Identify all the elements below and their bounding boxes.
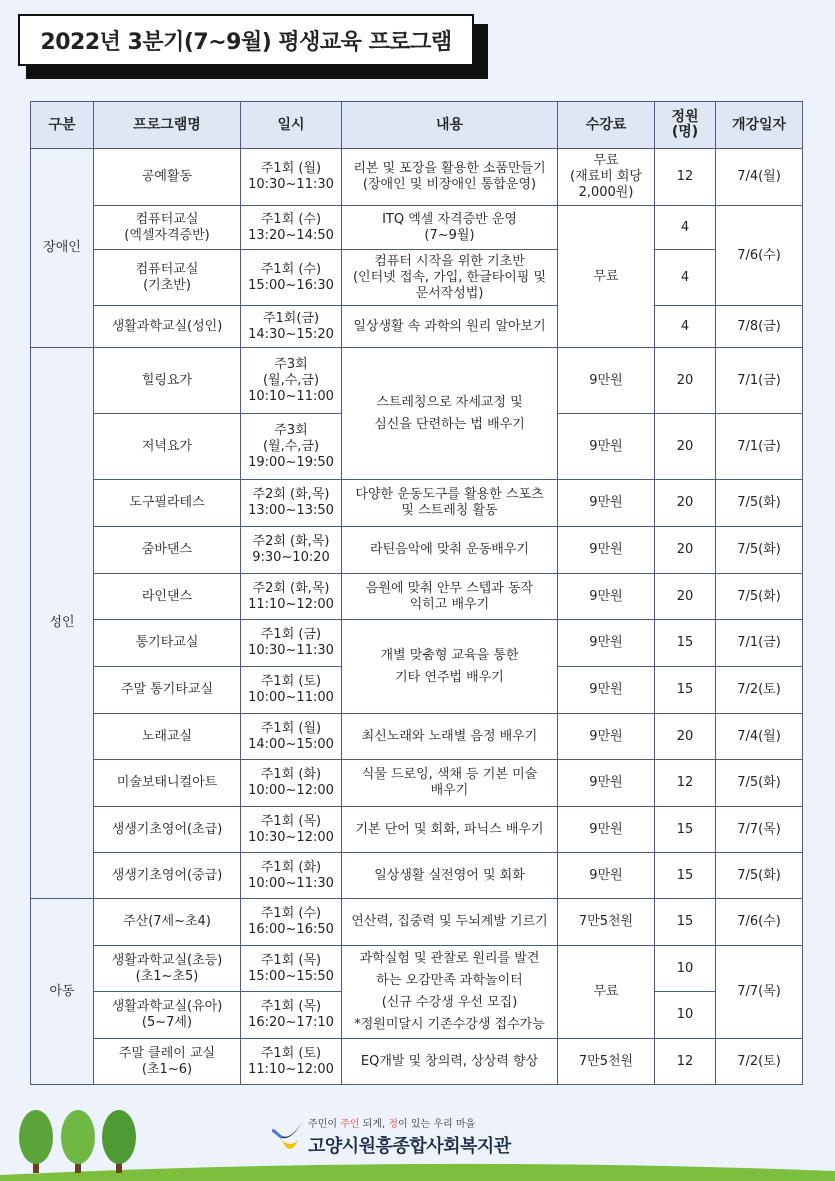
program-capacity: 10 [655,946,716,992]
program-content: 개별 맞춤형 교육을 통한 기타 연주법 배우기 [342,620,558,714]
program-capacity: 20 [655,414,716,480]
table-row [31,206,803,250]
program-time: 주2회 (화,목) 9:30~10:20 [241,527,342,574]
table-row [31,946,803,992]
program-name: 공예활동 [94,149,241,206]
program-fee: 9만원 [558,348,655,414]
program-fee: 9만원 [558,760,655,807]
program-capacity: 12 [655,760,716,807]
program-name: 생생기초영어(중급) [94,853,241,899]
program-start: 7/8(금) [716,306,803,348]
slogan: 주민이 주인 되게, 정이 있는 우리 마을 [308,1119,476,1130]
program-start: 7/2(토) [716,667,803,714]
program-capacity: 15 [655,899,716,946]
program-name: 생활과학교실(성인) [94,306,241,348]
table-header-row [31,102,803,149]
table-row [31,1039,803,1085]
program-capacity: 4 [655,206,716,250]
program-capacity: 15 [655,807,716,853]
program-content: 일상생활 속 과학의 원리 알아보기 [342,306,558,348]
program-fee: 무료 [558,206,655,348]
program-start: 7/5(화) [716,574,803,620]
program-time: 주1회 (목) 10:30~12:00 [241,807,342,853]
page-title: 2022년 3분기(7~9월) 평생교육 프로그램 [18,14,474,66]
program-capacity: 15 [655,667,716,714]
program-time: 주1회 (월) 10:30~11:30 [241,149,342,206]
program-name: 주말 통기타교실 [94,667,241,714]
program-start: 7/7(목) [716,946,803,1039]
program-name: 주말 클레이 교실 (초1~6) [94,1039,241,1085]
program-start: 7/5(화) [716,527,803,574]
program-capacity: 20 [655,348,716,414]
program-capacity: 12 [655,1039,716,1085]
table-row [31,899,803,946]
program-content: 기본 단어 및 회화, 파닉스 배우기 [342,807,558,853]
category-disabled: 장애인 [31,149,94,348]
program-content: ITQ 엑셀 자격증반 운영 (7~9월) [342,206,558,250]
program-content: 연산력, 집중력 및 두뇌계발 기르기 [342,899,558,946]
program-content: 과학실험 및 관찰로 원리를 발견 하는 오감만족 과학놀이터 (신규 수강생 우선 모집) *정원미달시 기존수강생 접수가능 [342,946,558,1039]
program-fee: 9만원 [558,667,655,714]
program-capacity: 15 [655,853,716,899]
program-start: 7/6(수) [716,899,803,946]
program-capacity: 20 [655,480,716,527]
program-time: 주1회 (월) 14:00~15:00 [241,714,342,760]
program-start: 7/5(화) [716,480,803,527]
program-start: 7/1(금) [716,348,803,414]
program-name: 주산(7세~초4) [94,899,241,946]
table-row [31,527,803,574]
header-start-date: 개강일자 [716,102,803,149]
program-time: 주1회(금) 14:30~15:20 [241,306,342,348]
welfare-center-logo-icon [272,1118,304,1158]
program-content: 다양한 운동도구를 활용한 스포츠 및 스트레칭 활동 [342,480,558,527]
program-start: 7/2(토) [716,1039,803,1085]
program-name: 생활과학교실(유아) (5~7세) [94,992,241,1039]
header-category: 구분 [31,102,94,149]
program-name: 라인댄스 [94,574,241,620]
program-start: 7/6(수) [716,206,803,306]
table-row [31,480,803,527]
program-content: 식물 드로잉, 색채 등 기본 미술 배우기 [342,760,558,807]
program-content: 라틴음악에 맞춰 운동배우기 [342,527,558,574]
program-name: 통기타교실 [94,620,241,667]
program-start: 7/1(금) [716,620,803,667]
program-time: 주1회 (수) 13:20~14:50 [241,206,342,250]
program-time: 주3회 (월,수,금) 10:10~11:00 [241,348,342,414]
program-content: 스트레칭으로 자세교정 및 심신을 단련하는 법 배우기 [342,348,558,480]
program-name: 도구필라테스 [94,480,241,527]
program-capacity: 15 [655,620,716,667]
header-fee: 수강료 [558,102,655,149]
program-content: 컴퓨터 시작을 위한 기초반 (인터넷 접속, 가입, 한글타이핑 및 문서작성법) [342,250,558,306]
program-start: 7/5(화) [716,760,803,807]
table-row [31,760,803,807]
program-content: EQ개발 및 창의력, 상상력 향상 [342,1039,558,1085]
program-fee: 9만원 [558,414,655,480]
program-content: 최신노래와 노래별 음정 배우기 [342,714,558,760]
table-row [31,620,803,667]
program-fee: 9만원 [558,714,655,760]
program-time: 주3회 (월,수,금) 19:00~19:50 [241,414,342,480]
table-row [31,807,803,853]
header-schedule: 일시 [241,102,342,149]
program-table [30,101,803,1085]
table-row [31,306,803,348]
program-capacity: 4 [655,306,716,348]
category-child: 아동 [31,899,94,1085]
program-fee: 9만원 [558,807,655,853]
program-name: 컴퓨터교실 (엑셀자격증반) [94,206,241,250]
program-fee: 9만원 [558,620,655,667]
program-time: 주1회 (목) 16:20~17:10 [241,992,342,1039]
tree-icon [60,1109,96,1173]
program-fee: 9만원 [558,853,655,899]
program-fee: 무료 (재료비 회당 2,000원) [558,149,655,206]
program-content: 음원에 맞춰 안무 스텝과 동작 익히고 배우기 [342,574,558,620]
program-fee: 9만원 [558,480,655,527]
program-time: 주1회 (수) 16:00~16:50 [241,899,342,946]
program-fee: 무료 [558,946,655,1039]
program-fee: 9만원 [558,527,655,574]
table-row [31,348,803,414]
program-time: 주1회 (토) 10:00~11:00 [241,667,342,714]
program-capacity: 10 [655,992,716,1039]
program-time: 주2회 (화,목) 13:00~13:50 [241,480,342,527]
program-time: 주1회 (화) 10:00~11:30 [241,853,342,899]
program-time: 주1회 (토) 11:10~12:00 [241,1039,342,1085]
table-row [31,853,803,899]
program-content: 리본 및 포장을 활용한 소품만들기 (장애인 및 비장애인 통합운영) [342,149,558,206]
program-start: 7/4(월) [716,149,803,206]
program-name: 생활과학교실(초등) (초1~초5) [94,946,241,992]
program-start: 7/7(목) [716,807,803,853]
program-start: 7/4(월) [716,714,803,760]
program-name: 컴퓨터교실 (기초반) [94,250,241,306]
header-content: 내용 [342,102,558,149]
program-capacity: 20 [655,574,716,620]
program-capacity: 20 [655,714,716,760]
program-name: 생생기초영어(초급) [94,807,241,853]
tree-icon [18,1109,54,1173]
program-capacity: 12 [655,149,716,206]
table-row [31,714,803,760]
program-fee: 7만5천원 [558,899,655,946]
organization-name: 고양시원흥종합사회복지관 [308,1136,511,1157]
program-content: 일상생활 실전영어 및 회화 [342,853,558,899]
program-time: 주1회 (수) 15:00~16:30 [241,250,342,306]
program-name: 힐링요가 [94,348,241,414]
program-time: 주1회 (화) 10:00~12:00 [241,760,342,807]
header-capacity: 정원 (명) [655,102,716,149]
program-time: 주2회 (화,목) 11:10~12:00 [241,574,342,620]
table-row [31,574,803,620]
header-program-name: 프로그램명 [94,102,241,149]
table-row [31,149,803,206]
program-name: 줌바댄스 [94,527,241,574]
program-fee: 7만5천원 [558,1039,655,1085]
program-name: 노래교실 [94,714,241,760]
program-capacity: 4 [655,250,716,306]
program-time: 주1회 (목) 15:00~15:50 [241,946,342,992]
table-row [31,250,803,306]
program-capacity: 20 [655,527,716,574]
tree-icon [101,1109,137,1173]
category-adult: 성인 [31,348,94,899]
program-start: 7/5(화) [716,853,803,899]
program-fee: 9만원 [558,574,655,620]
program-start: 7/1(금) [716,414,803,480]
program-name: 미술보태니컬아트 [94,760,241,807]
program-name: 저녁요가 [94,414,241,480]
program-time: 주1회 (금) 10:30~11:30 [241,620,342,667]
